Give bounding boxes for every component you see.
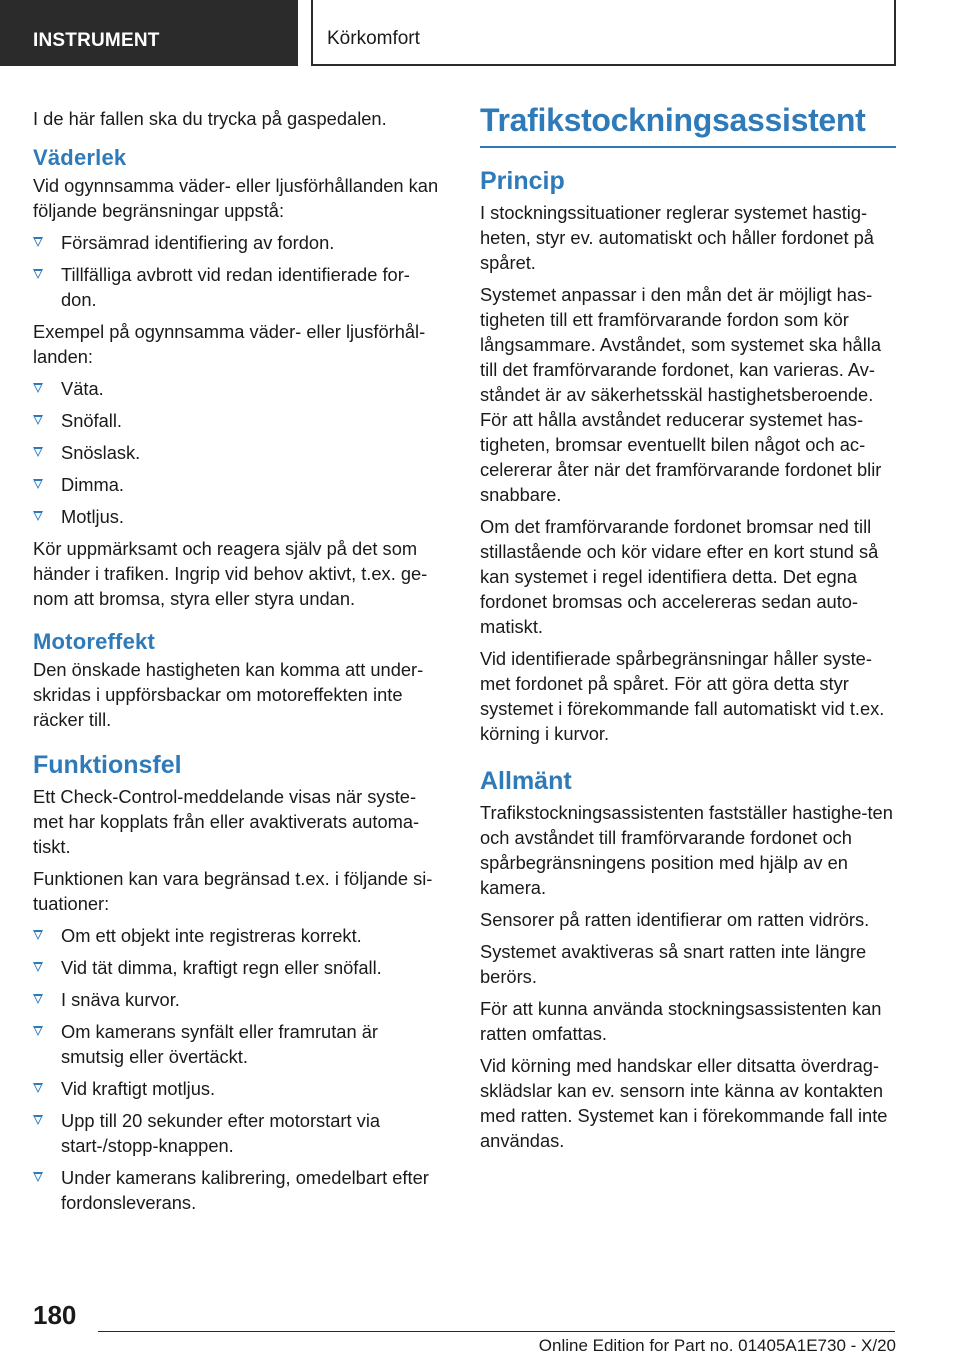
page-number: 180: [33, 1300, 77, 1330]
triangle-bullet-icon: [33, 269, 43, 279]
chapter-title: Körkomfort: [311, 0, 896, 66]
section-tab: INSTRUMENT: [0, 0, 298, 66]
page-title: Trafikstockningsassistent: [480, 100, 896, 148]
paragraph: Om det framförvarande fordonet bromsar ned till stillastående och kör vidare efter en kort stund så kan systemet i regel identifiera detta. Det egna fordonet bromsas och accelereras sedan auto-matiskt.: [480, 516, 879, 637]
paragraph: I stockningssituationer reglerar systemet hastig-heten, styr ev. automatiskt och håller fordonet på spåret.: [480, 202, 874, 273]
paragraph: Sensorer på ratten identifierar om ratten vidrörs.: [480, 909, 870, 930]
triangle-bullet-icon: [33, 930, 43, 940]
list-item: Snöslask.: [33, 440, 445, 465]
triangle-bullet-icon: [33, 1026, 43, 1036]
triangle-bullet-icon: [33, 1115, 43, 1125]
list-item: Tillfälliga avbrott vid redan identifierade for-don.: [33, 262, 445, 312]
triangle-bullet-icon: [33, 511, 43, 521]
paragraph: Systemet avaktiveras så snart ratten inte längre berörs.: [480, 941, 867, 987]
fault-situations-list: [33, 923, 445, 1215]
list-item: Väta.: [33, 376, 445, 401]
heading-weather: Väderlek: [33, 145, 127, 170]
left-column: [33, 100, 445, 1222]
triangle-bullet-icon: [33, 1172, 43, 1182]
right-column: [480, 100, 896, 1160]
heading-fault: Funktionsfel: [33, 751, 182, 779]
paragraph: Ett Check-Control-meddelande visas när syste-met har kopplats från eller avaktiverats automa-tiskt.: [33, 786, 420, 857]
paragraph: Den önskade hastigheten kan komma att under-skridas i uppförsbackar om motoreffekten inte räcker till.: [33, 659, 424, 730]
weather-conditions-list: [33, 376, 445, 529]
list-item: Om ett objekt inte registreras korrekt.: [33, 923, 445, 948]
paragraph: Exempel på ogynnsamma väder- eller ljusförhål-landen:: [33, 321, 426, 367]
heading-general: Allmänt: [480, 767, 572, 795]
list-item: Snöfall.: [33, 408, 445, 433]
list-item: Under kamerans kalibrering, omedelbart efter fordonsleverans.: [33, 1165, 445, 1215]
footer-divider: [98, 1331, 895, 1332]
triangle-bullet-icon: [33, 1083, 43, 1093]
intro-text: I de här fallen ska du trycka på gaspedalen.: [33, 108, 387, 129]
triangle-bullet-icon: [33, 994, 43, 1004]
triangle-bullet-icon: [33, 962, 43, 972]
heading-principle: Princip: [480, 167, 565, 195]
paragraph: Vid identifierade spårbegränsningar håller syste-met fordonet på spåret. För att göra detta styr systemet i förekommande fall automatiskt vid t.ex. körning i kurvor.: [480, 648, 885, 744]
paragraph: Trafikstockningsassistenten fastställer hastighe-ten och avståndet till framförvarande fordonet och spårbegränsningens position med hjälp av en kamera.: [480, 802, 893, 898]
list-item: I snäva kurvor.: [33, 987, 445, 1012]
heading-engine: Motoreffekt: [33, 629, 155, 654]
triangle-bullet-icon: [33, 237, 43, 247]
triangle-bullet-icon: [33, 383, 43, 393]
triangle-bullet-icon: [33, 479, 43, 489]
paragraph: Vid ogynnsamma väder- eller ljusförhållanden kan följande begränsningar uppstå:: [33, 175, 439, 221]
list-item: Upp till 20 sekunder efter motorstart via start-/stopp-knappen.: [33, 1108, 445, 1158]
paragraph: Systemet anpassar i den mån det är möjligt has-tigheten till ett framförvarande fordon som kör långsammare. Avståndet, som systemet ska hålla till det framförvarande fordonet, kan varieras. Av-ståndet är av säkerhetsskäl hastighetsberoende. För att hålla avståndet reducerar systemet has-tigheten, bromsar eventuellt bilen något och ac-celererar åter när det framförvarande fordonet blir snabbare.: [480, 284, 882, 505]
page-header: [0, 0, 960, 66]
paragraph: Vid körning med handskar eller ditsatta överdrag-sklädslar kan ev. sensorn inte känna av kontakten med ratten. Systemet kan i förekommande fall inte användas.: [480, 1055, 888, 1151]
paragraph: För att kunna använda stockningsassistenten kan ratten omfattas.: [480, 998, 882, 1044]
triangle-bullet-icon: [33, 415, 43, 425]
paragraph: Kör uppmärksamt och reagera själv på det som händer i trafiken. Ingrip vid behov aktivt, t.ex. ge-nom att bromsa, styra eller styra undan.: [33, 538, 428, 609]
list-item: Vid tät dimma, kraftigt regn eller snöfall.: [33, 955, 445, 980]
list-item: Försämrad identifiering av fordon.: [33, 230, 445, 255]
list-item: Vid kraftigt motljus.: [33, 1076, 445, 1101]
list-item: Motljus.: [33, 504, 445, 529]
paragraph: Funktionen kan vara begränsad t.ex. i följande si-tuationer:: [33, 868, 433, 914]
list-item: Dimma.: [33, 472, 445, 497]
weather-limitations-list: [33, 230, 445, 312]
edition-text: Online Edition for Part no. 01405A1E730 - X/20: [538, 1336, 896, 1355]
list-item: Om kamerans synfält eller framrutan är smutsig eller övertäckt.: [33, 1019, 445, 1069]
triangle-bullet-icon: [33, 447, 43, 457]
